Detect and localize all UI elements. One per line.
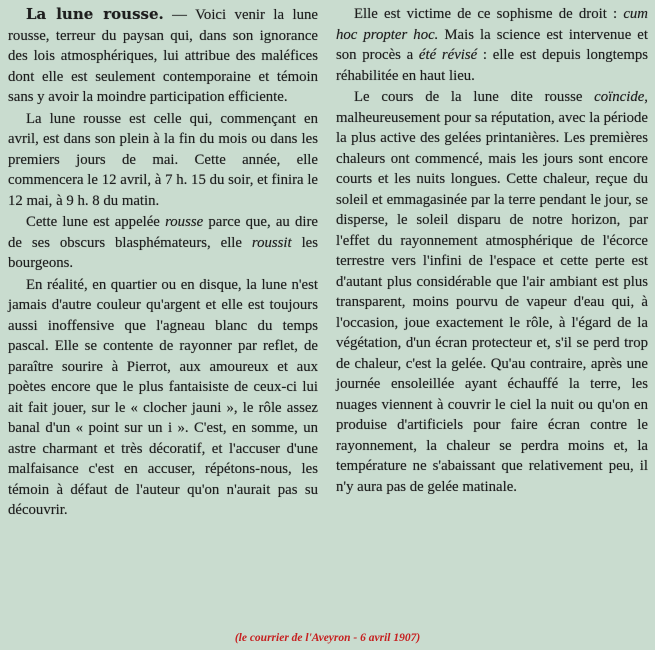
text-run: Cette lune est appelée [26,214,166,230]
article-left-column [8,4,318,522]
text-run: : elle est depuis longtemps réhabilitée en haut lieu. [336,47,648,84]
paragraph-name-origin [8,212,318,274]
source-caption: (le courrier de l'Aveyron - 6 avril 1907) [234,632,421,644]
paragraph-intro [8,4,318,108]
text-run: Elle est victime de ce sophisme de droit : [354,6,624,22]
paragraph-reality: En réalité, en quartier ou en disque, la lune n'est jamais d'autre couleur qu'argent et elle est toujours aussi inoffensive que l'agneau blanc du temps pascal. Elle se contente de rayonner par reflet, de paraître sourire à Pierrot, aux amoureux et aux poètes encore que le plus fantaisiste de ceux-ci lui ait fait jouer, sur le « clocher jauni », le rôle assez banal d'un « point sur un i ». C'est, en somme, un astre charmant et très décoratif, et l'accuser d'une malfaisance c'est en accuser, répétons-nous, les témoin à défaut de l'auteur qu'on n'aurait pas su découvrir. [8,276,318,518]
paragraph-intro-text: — Voici venir la lune rousse, terreur du paysan qui, dans son ignorance des lois atmosphériques, lui attribue des maléfices dont elle est seulement contemporaine et témoin sans y avoir la moindre participation efficiente. [8,7,318,105]
italic-roussit: roussit [251,234,292,251]
text-run: Le cours de la lune dite rousse [354,89,595,105]
paragraph-sophism [336,4,648,86]
italic-latin-phrase: cum hoc propter hoc. [336,6,648,43]
paragraph-science [336,87,648,497]
italic-coincide: coïncide [594,89,645,105]
italic-rousse: rousse [165,214,204,230]
article-right-column [336,4,648,498]
article-headline: La lune rousse. [26,5,164,23]
text-run: les bourgeons. [8,234,319,271]
italic-revise: été révisé [418,47,478,63]
text-run: parce que, au dire de ses obscurs blasphémateurs, elle [8,214,318,251]
text-run: Mais la science est intervenue et son procès a [336,26,648,63]
paragraph-dates: La lune rousse est celle qui, commençant en avril, est dans son plein à la fin du mois ou dans les premiers jours de mai. Cette année, elle commencera le 12 avril, à 7 h. 15 du soir, et finira le 12 mai, à 9 h. 8 du matin. [8,110,318,209]
text-run: , malheureusement pour sa réputation, avec la période la plus active des gelées printanières. Les premières chaleurs ont commencé, mais les jours sont encore courts et les nuits longues. Cette chaleur, reçue du soleil et emmagasinée par la terre pendant le jour, se disperse, le soleil disparu de notre horizon, par l'effet du rayonnement atmosphérique de l'écorce terrestre vers l'infini de l'espace et cette perte est d'autant plus considérable que l'air ambiant est plus transparent, moins pourvu de vapeur d'eau qui, à l'occasion, joue exactement le rôle, à l'égard de la végétation, d'un écran protecteur et, s'il se perd trop de chaleur, c'est la gelée. Qu'au contraire, après une journée ensoleillée ayant échauffé la terre, les nuages viennent à couvrir le ciel la nuit ou qu'on en produise d'artificiels pour faire écran contre le rayonnement, la chaleur se perdra moins et, la température ne s'abaissant que relativement peu, il n'y aura pas de gelée matinale. [336,89,648,495]
